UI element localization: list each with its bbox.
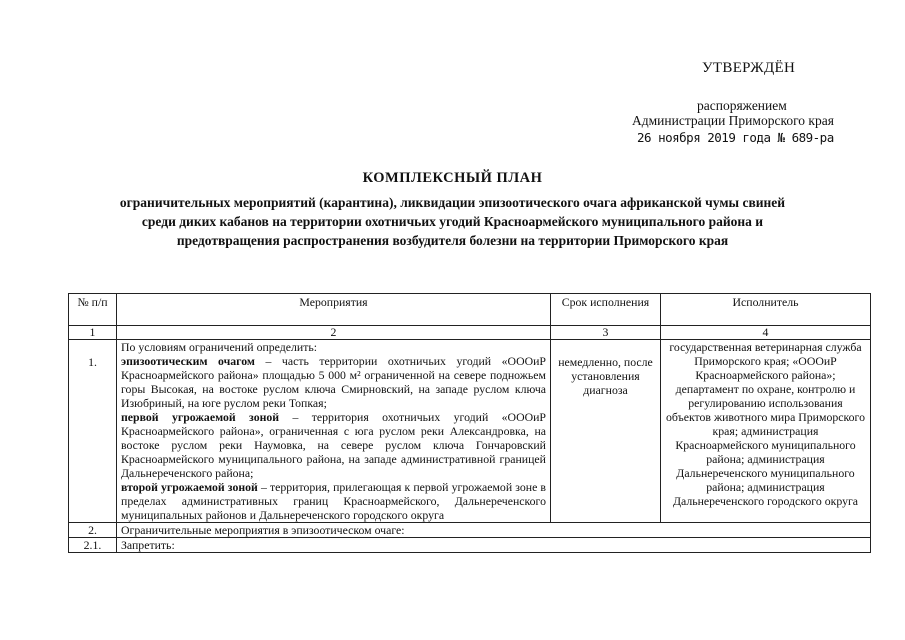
row-number: 2. — [69, 523, 117, 538]
plan-table — [68, 293, 871, 553]
subtitle-line-1: ограничительных мероприятий (карантина), ликвидации эпизоотического очага африканской чумы свиней — [119, 195, 786, 210]
table-row — [69, 538, 871, 553]
document-title: КОМПЛЕКСНЫЙ ПЛАН — [362, 170, 543, 186]
order-label: распоряжением — [697, 98, 787, 113]
row-executor: государственная ветеринарная служба Приморского края; «ОООиР Красноармейского района»; департамент по охране, контролю и регулированию использования объектов животного мира Приморского края; администрация Красноармейского муниципального района; администрация Дальнереченского муниципального района; администрация Дальнереченского городского округа — [661, 340, 871, 523]
row-term: немедленно, после установления диагноза — [551, 340, 661, 523]
row-number: 1. — [69, 340, 117, 523]
order-date-number: 26 ноября 2019 года № 689-ра — [637, 130, 834, 145]
header-term: Срок исполнения — [551, 294, 661, 326]
row-number: 2.1. — [69, 538, 117, 553]
row-activity — [117, 340, 551, 523]
document-subtitle — [0, 193, 905, 250]
col-number-1: 1 — [69, 326, 117, 340]
term-zone-focus: эпизоотическим очагом — [121, 354, 255, 368]
col-number-3: 3 — [551, 326, 661, 340]
table-header-row — [69, 294, 871, 326]
zone-second-definition: – территория, прилегающая к первой угрожаемой зоне в пределах административных границ Красноармейского, Дальнереченского муниципальных районов и Дальнереченского городского округа — [121, 480, 546, 522]
subtitle-line-3: предотвращения распространения возбудителя болезни на территории Приморского края — [176, 233, 729, 248]
row-section-title: Ограничительные мероприятия в эпизоотическом очаге: — [117, 523, 871, 538]
term-zone-first: первой угрожаемой зоной — [121, 410, 280, 424]
column-number-row — [69, 326, 871, 340]
col-number-4: 4 — [661, 326, 871, 340]
zone-first-definition: – территория охотничьих угодий «ОООиР Красноармейского района», ограниченная с юга руслом реки Александровка, на востоке руслом реки Наумовка, на севере руслом ключа Гончаровский Красноармейского муниципального района, на западе административной границей Дальнереченского района; — [121, 410, 546, 480]
table-row — [69, 523, 871, 538]
zone-focus-definition: – часть территории охотничьих угодий «ОООиР Красноармейского района» площадью 5 000 м² ограниченной на севере подножьем горы Высокая, на востоке руслом ключа Смирновский, на западе руслом ключа Изюбриный, на юге руслом реки Топкая; — [121, 354, 546, 410]
table-row — [69, 340, 871, 523]
approval-block — [0, 0, 905, 150]
col-number-2: 2 — [117, 326, 551, 340]
header-activities: Мероприятия — [117, 294, 551, 326]
document-title-block — [0, 170, 905, 250]
header-number: № п/п — [69, 294, 117, 326]
approved-label: УТВЕРЖДЁН — [702, 60, 796, 76]
activity-intro: По условиям ограничений определить: — [121, 340, 318, 354]
subtitle-line-2: среди диких кабанов на территории охотничьих угодий Красноармейского муниципального района и — [141, 214, 764, 229]
row-subsection-title: Запретить: — [117, 538, 871, 553]
term-zone-second: второй угрожаемой зоной — [121, 480, 258, 494]
header-executor: Исполнитель — [661, 294, 871, 326]
admin-label: Администрации Приморского края — [632, 113, 834, 128]
